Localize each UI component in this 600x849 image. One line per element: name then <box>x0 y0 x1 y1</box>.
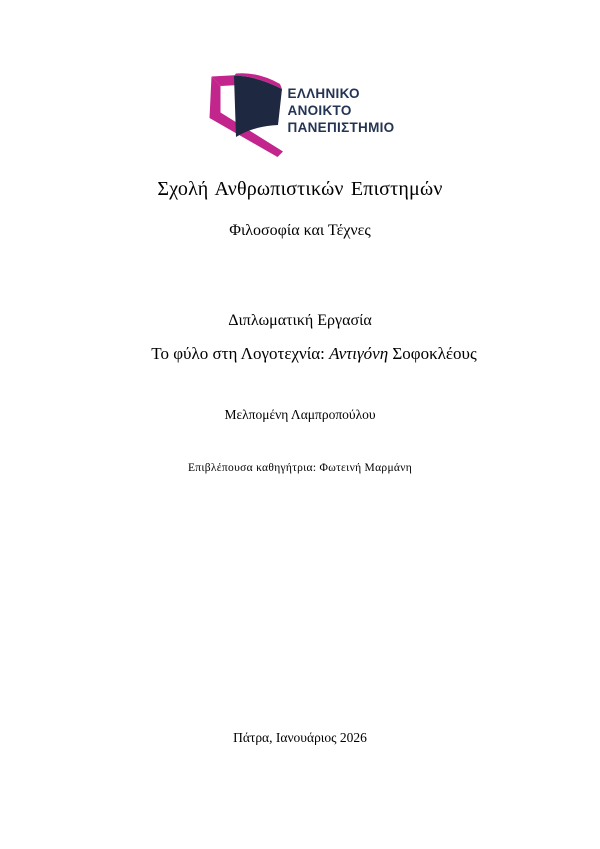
university-name <box>288 85 395 136</box>
place-date: Πάτρα, Ιανουάριος 2026 <box>233 730 367 745</box>
supervisor-line: Επιβλέπουσα καθηγήτρια: Φωτεινή Μαρμάνη <box>187 462 413 474</box>
university-name-line-1: ΕΛΛΗΝΙΚΟ <box>287 86 360 101</box>
thesis-title-prefix: Το φύλο στη Λογοτεχνία: <box>151 344 330 363</box>
thesis-title <box>14 344 600 364</box>
university-name-line-2: ΑΝΟΙΚΤΟ <box>287 103 352 118</box>
thesis-title-suffix: Σοφοκλέους <box>388 344 477 363</box>
open-book-logo-icon <box>206 69 284 157</box>
school-title: Σχολή Ανθρωπιστικών Επιστημών <box>157 178 443 200</box>
program-title: Φιλοσοφία και Τέχνες <box>229 222 371 239</box>
university-logo <box>0 69 600 157</box>
thesis-title-emphasis: Αντιγόνη <box>329 344 389 363</box>
thesis-type: Διπλωματική Εργασία <box>228 312 372 329</box>
author-name: Μελπομένη Λαμπροπούλου <box>224 407 376 422</box>
university-name-line-3: ΠΑΝΕΠΙΣΤΗΜΙΟ <box>287 120 395 135</box>
